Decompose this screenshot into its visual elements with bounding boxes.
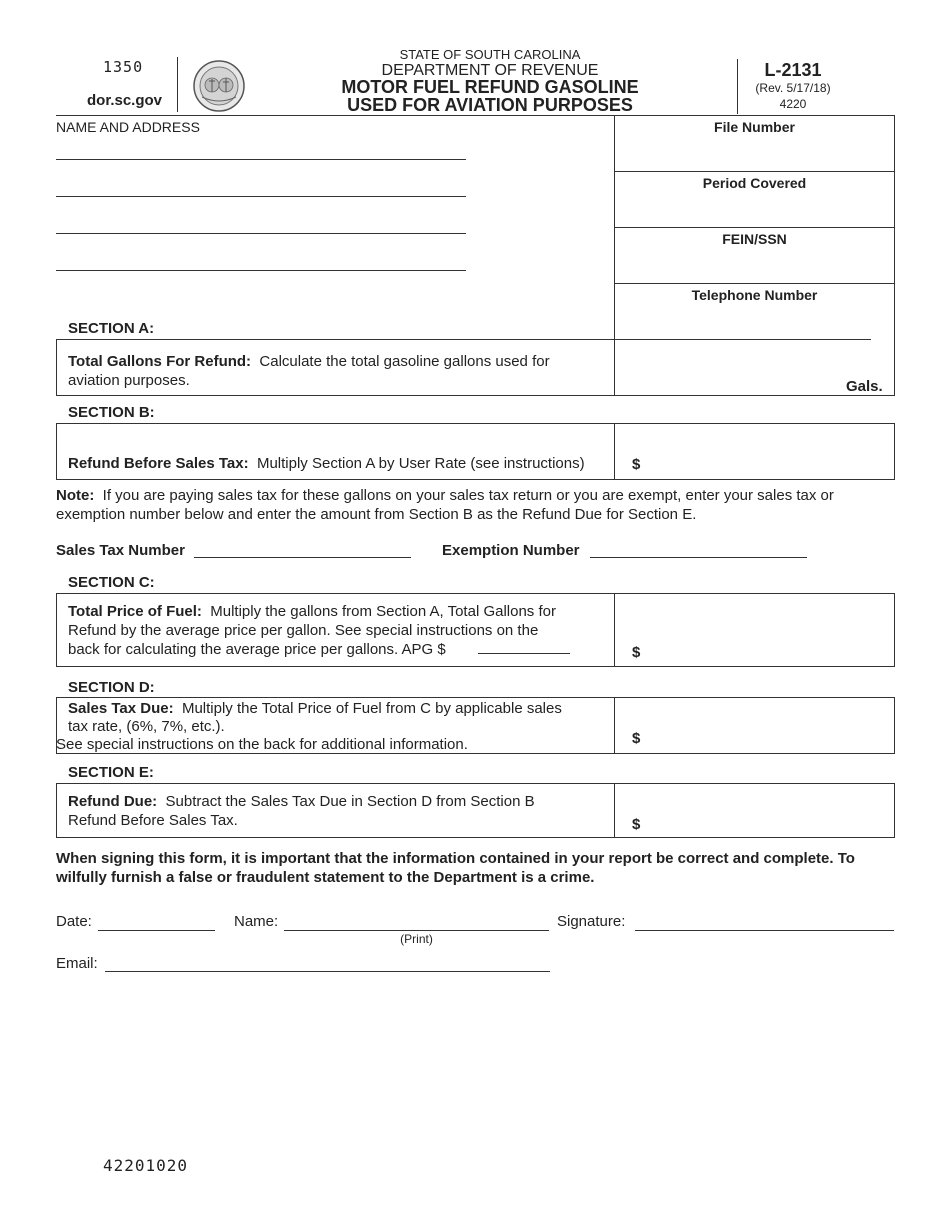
section-e-divider	[614, 783, 615, 838]
section-e-dollar: $	[632, 816, 641, 833]
state-seal-icon	[192, 59, 246, 113]
date-label: Date:	[56, 913, 92, 930]
sales-tax-number-label: Sales Tax Number	[56, 542, 185, 559]
period-covered-label: Period Covered	[702, 175, 807, 191]
state-name: STATE OF SOUTH CAROLINA	[399, 47, 581, 62]
section-e-desc-1: Subtract the Sales Tax Due in Section D from Section B	[165, 793, 535, 810]
gallons-unit: Gals.	[846, 378, 883, 395]
section-c-dollar: $	[632, 644, 641, 661]
section-a-desc-1: Calculate the total gasoline gallons used for	[259, 353, 550, 370]
refund-due-input[interactable]	[648, 813, 883, 833]
section-c-divider	[614, 593, 615, 667]
telephone-label: Telephone Number	[691, 287, 818, 303]
header-divider	[177, 57, 178, 112]
email-underline	[105, 971, 550, 972]
section-d-desc-2: tax rate, (6%, 7%, etc.).	[68, 717, 225, 735]
section-c-heading: SECTION C:	[68, 574, 155, 591]
name-address-label: NAME AND ADDRESS	[56, 119, 200, 135]
section-d-dollar: $	[632, 730, 641, 747]
address-underline-3	[56, 233, 466, 234]
address-underline-2	[56, 196, 466, 197]
exemption-underline	[590, 557, 807, 558]
section-a-title: Total Gallons For Refund:	[68, 353, 252, 370]
print-name-input[interactable]	[284, 911, 549, 929]
name-address-line-3[interactable]	[56, 214, 466, 232]
section-d-title: Sales Tax Due:	[68, 700, 174, 717]
email-input[interactable]	[105, 952, 550, 970]
file-number-input[interactable]	[622, 145, 887, 165]
date-input[interactable]	[98, 911, 215, 929]
barcode-number: 42201020	[103, 1156, 189, 1175]
section-c-desc-2: Refund by the average price per gallon. See special instructions on the	[68, 622, 539, 639]
telephone-input[interactable]	[622, 313, 887, 333]
signature-label: Signature:	[557, 913, 626, 930]
section-b-desc: Multiply Section A by User Rate (see instructions)	[256, 455, 585, 472]
email-label: Email:	[56, 955, 98, 972]
section-c-title: Total Price of Fuel:	[68, 603, 202, 620]
section-b-text	[68, 454, 585, 473]
section-b-title: Refund Before Sales Tax:	[68, 455, 249, 472]
sales-tax-number-input[interactable]	[194, 538, 411, 556]
info-divider-3	[614, 283, 895, 284]
fein-ssn-input[interactable]	[622, 257, 887, 277]
period-covered-input[interactable]	[622, 201, 887, 221]
exemption-number-label: Exemption Number	[442, 542, 580, 559]
header-divider-right	[737, 59, 738, 114]
sales-tax-underline	[194, 557, 411, 558]
form-title-line2: USED FOR AVIATION PURPOSES	[347, 95, 633, 115]
website: dor.sc.gov	[87, 92, 163, 109]
form-id: 4220	[779, 97, 807, 111]
section-a-heading: SECTION A:	[68, 320, 155, 337]
form-number: L-2131	[764, 60, 822, 80]
note-line-1: If you are paying sales tax for these gallons on your sales tax return or you are exempt, enter your sales tax or	[102, 487, 834, 504]
section-a-desc-2: aviation purposes.	[68, 372, 190, 389]
info-divider-2	[614, 227, 895, 228]
section-e-text	[68, 792, 608, 830]
file-number-label: File Number	[714, 119, 795, 135]
sales-tax-due-input[interactable]	[648, 727, 883, 747]
revision-date: (Rev. 5/17/18)	[755, 81, 831, 95]
section-b-divider	[614, 423, 615, 480]
name-address-line-1[interactable]	[56, 140, 466, 158]
section-c-desc-3: back for calculating the average price per gallons. APG $	[68, 641, 446, 658]
department-name: DEPARTMENT OF REVENUE	[381, 62, 599, 79]
apg-input[interactable]	[478, 636, 570, 652]
address-underline-4	[56, 270, 466, 271]
section-d-text	[68, 700, 608, 735]
section-c-desc-1: Multiply the gallons from Section A, Total Gallons for	[210, 603, 556, 620]
name-underline	[284, 930, 549, 931]
section-d-divider	[614, 697, 615, 754]
section-b-dollar: $	[632, 456, 641, 473]
warning-line-1: When signing this form, it is important that the information contained in your report be correct and complete. To	[56, 850, 855, 867]
address-underline-1	[56, 159, 466, 160]
section-d-desc-1: Multiply the Total Price of Fuel from C by applicable sales	[181, 700, 562, 717]
note-label: Note:	[56, 487, 95, 504]
info-divider-1	[614, 171, 895, 172]
form-title-line1: MOTOR FUEL REFUND GASOLINE	[341, 77, 639, 97]
signature-input[interactable]	[635, 911, 894, 929]
section-a-text	[68, 352, 598, 390]
name-address-line-4[interactable]	[56, 251, 466, 269]
note-text	[56, 486, 896, 524]
section-e-desc-2: Refund Before Sales Tax.	[68, 812, 238, 829]
form-code-top: 1350	[103, 58, 144, 76]
section-e-heading: SECTION E:	[68, 764, 154, 781]
name-address-line-2[interactable]	[56, 177, 466, 195]
total-gallons-input[interactable]	[622, 370, 837, 390]
section-d-desc-3: See special instructions on the back for additional information.	[56, 736, 468, 753]
exemption-number-input[interactable]	[590, 538, 807, 556]
section-e-title: Refund Due:	[68, 793, 158, 810]
section-a-divider	[614, 339, 615, 396]
refund-before-tax-input[interactable]	[648, 453, 883, 473]
print-hint: (Print)	[400, 932, 433, 946]
apg-underline	[478, 653, 570, 654]
fein-ssn-label: FEIN/SSN	[722, 231, 787, 247]
section-d-heading: SECTION D:	[68, 679, 155, 696]
warning-line-2: wilfully furnish a false or fraudulent statement to the Department is a crime.	[56, 869, 595, 886]
section-b-heading: SECTION B:	[68, 404, 155, 421]
total-price-input[interactable]	[648, 641, 883, 661]
date-underline	[98, 930, 215, 931]
legal-warning	[56, 849, 901, 887]
note-line-2: exemption number below and enter the amount from Section B as the Refund Due for Section E.	[56, 506, 697, 523]
name-label: Name:	[234, 913, 279, 930]
signature-underline	[635, 930, 894, 931]
